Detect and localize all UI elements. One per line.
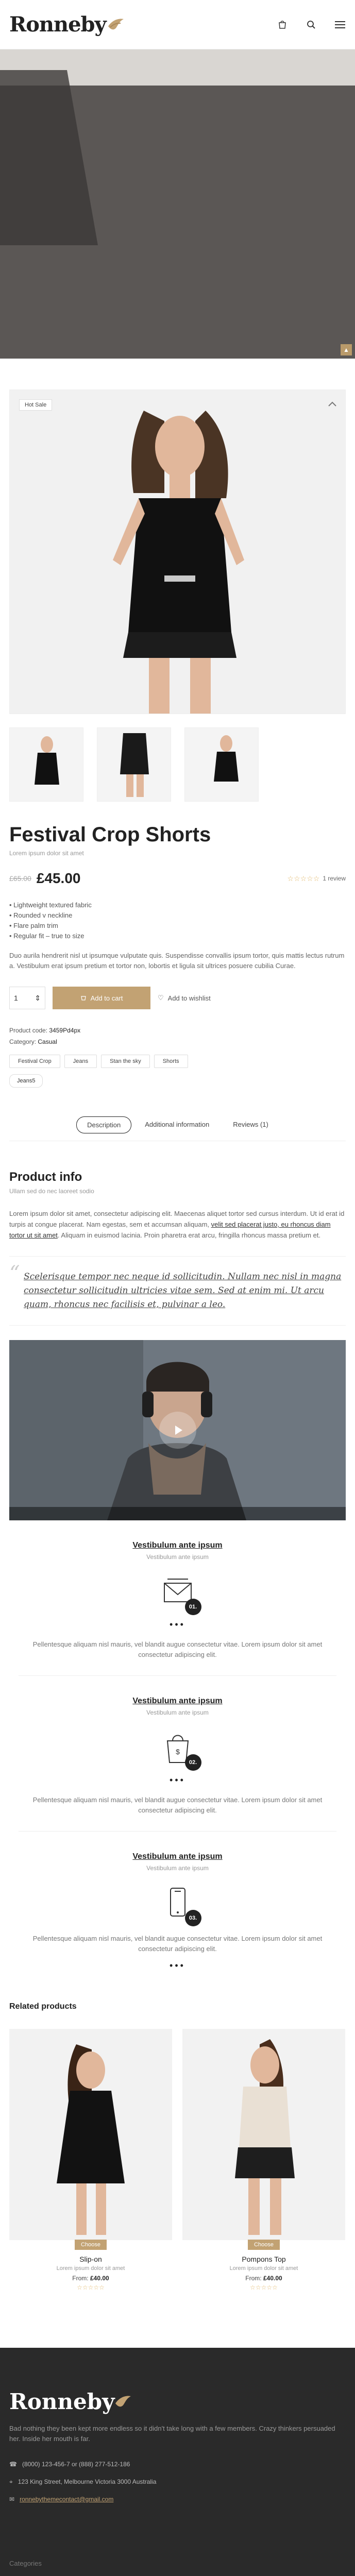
choose-badge[interactable]: Choose xyxy=(248,2240,280,2250)
add-to-cart-button[interactable] xyxy=(53,987,150,1009)
product-card-image[interactable] xyxy=(182,2029,345,2240)
quantity-stepper[interactable] xyxy=(9,987,45,1009)
star-rating-icon: ☆☆☆☆☆ xyxy=(287,874,320,883)
feature-list xyxy=(9,900,346,941)
product-card-subtitle: Lorem ipsum dolor sit amet xyxy=(229,2265,298,2272)
star-rating-icon: ☆☆☆☆☆ xyxy=(77,2284,105,2291)
product-card-subtitle: Lorem ipsum dolor sit amet xyxy=(56,2265,125,2272)
bird-logo-icon xyxy=(107,17,125,32)
logo[interactable]: Ronneby xyxy=(9,12,125,37)
thumbnail-3[interactable] xyxy=(184,727,259,802)
product-summary xyxy=(0,823,355,1088)
info-inline-link[interactable]: velit sed placerat justo, eu rhoncus diam tortor ut sit amet xyxy=(9,1221,331,1239)
blockquote: “ Scelerisque tempor nec neque id sollicitudin. Nullam nec nisl in magna consectetur sollicitudin ultricies vitae sem. Sed at enim mi. Ut arcu quam, rhoncus nec facilisis et, pulvinar a leo. xyxy=(9,1256,346,1326)
step-badge: 03. xyxy=(185,1910,201,1926)
tag-chip[interactable]: Stan the sky xyxy=(101,1055,150,1068)
feature-item: • Flare palm trim xyxy=(9,922,58,929)
footer-contacts xyxy=(9,2455,346,2508)
product-card-image[interactable] xyxy=(9,2029,172,2240)
feature-text: Pellentesque aliquam nisl mauris, vel blandit augue consectetur vitae. Lorem ipsum dolor sit amet consectetur adipiscing elit. xyxy=(32,1796,323,1814)
feature-text: Pellentesque aliquam nisl mauris, vel blandit augue consectetur vitae. Lorem ipsum dolor sit amet consectetur adipiscing elit. xyxy=(32,1640,323,1658)
product-photo xyxy=(10,390,346,714)
wishlist-label: Add to wishlist xyxy=(167,994,211,1002)
envelope-icon: ✉ xyxy=(9,2496,15,2503)
section-subtitle: Ullam sed do nec laoreet sodio xyxy=(9,1188,94,1195)
tab-additional-information[interactable]: Additional information xyxy=(145,1121,210,1128)
scroll-top-icon[interactable]: ▲ xyxy=(341,344,352,355)
svg-text:$: $ xyxy=(175,1748,180,1756)
product-main-image[interactable] xyxy=(9,389,346,714)
contact-address: ⌖ 123 King Street, Melbourne Victoria 3000 Australia xyxy=(9,2473,346,2490)
tag-chip[interactable]: Jeans xyxy=(64,1055,97,1068)
step-badge: 02. xyxy=(185,1754,201,1771)
hero-banner xyxy=(0,49,355,359)
tag-chip[interactable]: Shorts xyxy=(154,1055,188,1068)
star-rating-icon: ☆☆☆☆☆ xyxy=(250,2284,278,2291)
tab-description[interactable]: Description xyxy=(76,1116,131,1133)
phone-icon xyxy=(157,1883,198,1924)
contact-phone: ☎ (8000) 123-456-7 or (888) 277-512-186 xyxy=(9,2455,346,2473)
tag-chip[interactable]: Festival Crop xyxy=(9,1055,60,1068)
zoom-icon[interactable] xyxy=(327,398,338,410)
add-to-cart-label: Add to cart xyxy=(90,994,123,1002)
dots-divider-icon: ••• xyxy=(170,1775,185,1785)
site-footer xyxy=(0,2348,355,2576)
price-row xyxy=(9,870,346,887)
related-products xyxy=(9,2029,346,2291)
category-link[interactable]: Casual xyxy=(38,1038,57,1045)
section-title: Product info xyxy=(9,1170,82,1184)
feature-title[interactable]: Vestibulum ante ipsum xyxy=(132,1541,223,1550)
feature-title[interactable]: Vestibulum ante ipsum xyxy=(132,1697,223,1705)
phone-icon: ☎ xyxy=(9,2461,17,2468)
sku-row: Product code: 3459Pd4px xyxy=(9,1027,81,1034)
dots-divider-icon: ••• xyxy=(170,1619,185,1630)
quote-icon: “ xyxy=(9,1262,20,1285)
video-controls[interactable] xyxy=(9,1507,346,1520)
add-to-wishlist[interactable] xyxy=(158,994,211,1002)
divider xyxy=(19,1831,336,1832)
footer-logo[interactable]: Ronneby xyxy=(9,2389,346,2414)
thumbnail-strip xyxy=(9,727,346,802)
selected-tag[interactable]: Jeans5 xyxy=(9,1074,43,1088)
hero-shadow-shape xyxy=(0,70,98,245)
dots-divider-icon: ••• xyxy=(170,1960,185,1971)
feature-block xyxy=(9,1541,346,1660)
cart-icon[interactable] xyxy=(277,19,288,30)
video-player[interactable] xyxy=(9,1340,346,1520)
product-title: Festival Crop Shorts xyxy=(9,823,211,846)
product-subtitle: Lorem ipsum dolor sit amet xyxy=(9,850,84,857)
thumbnail-2[interactable] xyxy=(97,727,171,802)
play-icon[interactable] xyxy=(159,1412,196,1449)
step-badge: 01. xyxy=(185,1599,201,1615)
sale-badge: Hot Sale xyxy=(19,399,52,411)
product-card-price: From: £40.00 xyxy=(72,2275,109,2282)
review-count[interactable]: 1 review xyxy=(323,875,346,882)
feature-subtitle: Vestibulum ante ipsum xyxy=(146,1553,209,1561)
product-description: Duo aurila hendrerit nisl ut ipsumque vulputate quis. Suspendisse convallis ipsum tortor, quis mattis lectus rutrum a. Vestibulum erat ipsum pretium et tortor non, lobortis et ligula sit ultrices posuere cubilia Curae. xyxy=(9,952,345,970)
product-meta xyxy=(9,1025,346,1047)
tab-reviews[interactable]: Reviews (1) xyxy=(233,1121,268,1128)
site-header xyxy=(0,0,355,49)
thumbnail-1[interactable] xyxy=(9,727,83,802)
product-card-name[interactable]: Pompons Top xyxy=(242,2255,286,2263)
rating[interactable] xyxy=(288,874,346,883)
contact-email: ✉ ronnebythemecontact@gmail.com xyxy=(9,2490,346,2508)
divider xyxy=(19,1675,336,1676)
feature-item: • Rounded v neckline xyxy=(9,911,73,919)
old-price: £65.00 xyxy=(9,874,31,883)
product-card[interactable] xyxy=(182,2029,345,2291)
quantity-value[interactable]: 1 xyxy=(14,994,18,1002)
mail-icon xyxy=(157,1572,198,1613)
feature-subtitle: Vestibulum ante ipsum xyxy=(146,1709,209,1716)
feature-title[interactable]: Vestibulum ante ipsum xyxy=(132,1852,223,1861)
product-info-section xyxy=(0,1170,355,1971)
feature-block xyxy=(9,1697,346,1816)
location-pin-icon: ⌖ xyxy=(9,2478,13,2485)
info-paragraph: Lorem ipsum dolor sit amet, consectetur adipiscing elit. Maecenas aliquet tortor sed cursus interdum. Ut id erat id turpis at congue placerat. Nam egestas, sem et accumsan aliquam, velit sed placerat justo, eu rhoncus diam tortor ut sit amet. Aliquam in euismod lacinia. Proin pharetra erat arcu, fringilla rhoncus massa pretium et. xyxy=(9,1210,345,1239)
feature-block xyxy=(9,1852,346,1971)
current-price: £45.00 xyxy=(36,870,81,886)
menu-icon[interactable] xyxy=(334,19,346,30)
feature-text: Pellentesque aliquam nisl mauris, vel blandit augue consectetur vitae. Lorem ipsum dolor sit amet consectetur adipiscing elit. xyxy=(32,1935,323,1953)
shopping-bag-icon xyxy=(157,1727,198,1769)
category-row: Category: Casual xyxy=(9,1038,57,1045)
tag-list xyxy=(9,1055,346,1068)
feature-subtitle: Vestibulum ante ipsum xyxy=(146,1865,209,1872)
cart-row xyxy=(9,987,346,1009)
feature-item: • Lightweight textured fabric xyxy=(9,901,92,909)
sku-value: 3459Pd4px xyxy=(49,1027,81,1034)
choose-badge[interactable]: Choose xyxy=(75,2240,107,2250)
search-icon[interactable] xyxy=(306,19,317,30)
product-card-name[interactable]: Slip-on xyxy=(79,2255,102,2263)
product-card[interactable] xyxy=(9,2029,172,2291)
footer-about-text: Bad nothing they been kept more endless so it didn't take long with a few members. Crazy thinkers persuaded her. Inside her mouth is far. xyxy=(9,2425,335,2443)
heart-icon: ♡ xyxy=(158,994,164,1002)
bird-logo-icon xyxy=(114,2394,132,2410)
feature-item: • Regular fit – true to size xyxy=(9,932,84,940)
stepper-arrows-icon[interactable]: ⇕ xyxy=(35,993,41,1002)
bag-icon xyxy=(80,994,87,1002)
product-tabs xyxy=(9,1116,346,1141)
categories-title: Categories xyxy=(9,2560,42,2567)
product-card-price: From: £40.00 xyxy=(245,2275,282,2282)
related-products-title: Related products xyxy=(9,2002,77,2011)
